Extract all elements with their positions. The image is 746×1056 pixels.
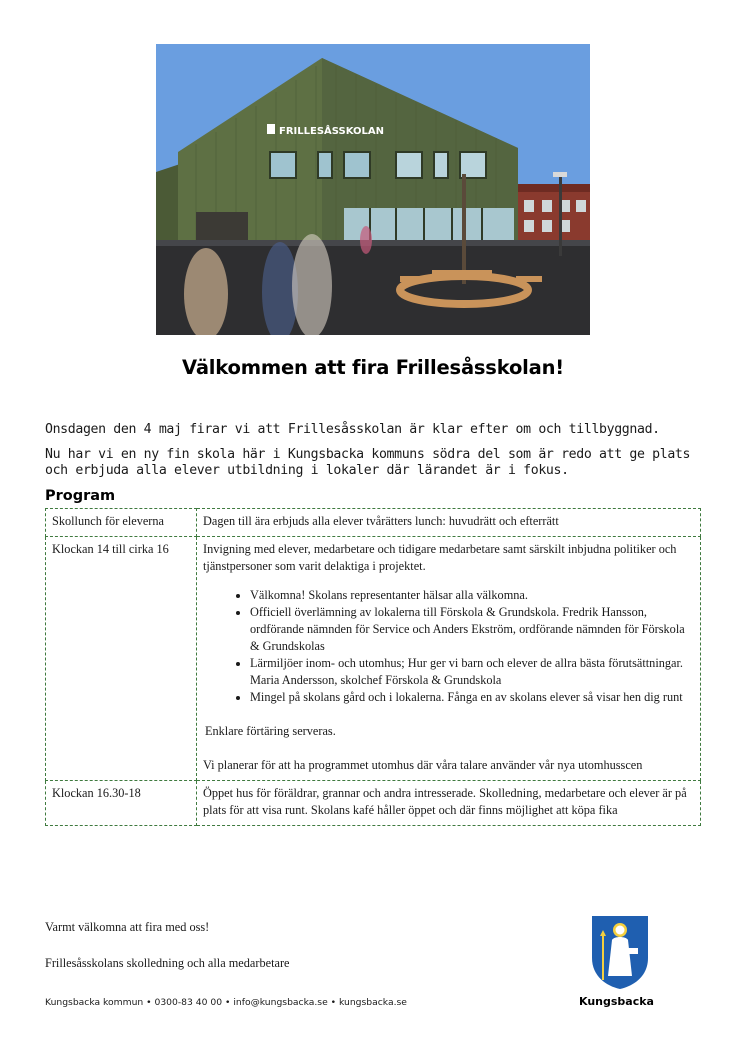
list-item: • Välkomna! Skolans representanter hälsar alla välkomna. xyxy=(250,587,694,604)
table-row xyxy=(46,537,701,781)
closing-welcome: Varmt välkomna att fira med oss! xyxy=(45,920,210,934)
hero-photo xyxy=(156,44,590,335)
program-description-cell xyxy=(197,537,701,781)
refreshments-note: Enklare förtäring serveras. xyxy=(205,724,336,738)
kungsbacka-logo xyxy=(588,914,652,990)
school-building-photo xyxy=(156,44,590,335)
program-description-cell: Dagen till ära erbjuds alla elever tvårätters lunch: huvudrätt och efterrätt xyxy=(197,509,701,537)
footer-contact: Kungsbacka kommun • 0300-83 40 00 • info@kungsbacka.se • kungsbacka.se xyxy=(45,997,407,1008)
table-row xyxy=(46,509,701,537)
closing-signature: Frillesåsskolans skolledning och alla medarbetare xyxy=(45,956,290,970)
program-bullet-list xyxy=(203,587,694,706)
table-row xyxy=(46,781,701,826)
program-heading: Program xyxy=(45,488,116,504)
program-time-cell: Klockan 14 till cirka 16 xyxy=(46,537,197,781)
inauguration-text: Invigning med elever, medarbetare och tidigare medarbetare samt särskilt inbjudna politiker och tjänstpersoner som varit delaktiga i projektet. xyxy=(203,542,677,573)
page-title: Välkommen att fira Frillesåsskolan! xyxy=(182,356,564,379)
list-item: • Officiell överlämning av lokalerna till Förskola & Grundskola. Fredrik Hansson, ordförande nämnden för Service och Anders Ekström, ordförande nämnden för Förskola & Grundskolas xyxy=(250,604,694,655)
program-time-cell: Skollunch för eleverna xyxy=(46,509,197,537)
program-time-cell: Klockan 16.30-18 xyxy=(46,781,197,826)
list-item: • Lärmiljöer inom- och utomhus; Hur ger vi barn och elever de allra bästa förutsättningar. Maria Andersson, skolchef Förskola & Grundskola xyxy=(250,655,694,689)
logo-wordmark: Kungsbacka xyxy=(579,995,654,1008)
list-item: • Mingel på skolans gård och i lokalerna. Fånga en av skolans elever så visar hen dig runt xyxy=(250,689,694,706)
intro-paragraph-date: Onsdagen den 4 maj firar vi att Frillesåsskolan är klar efter om och tillbyggnad. xyxy=(45,422,660,437)
program-table xyxy=(45,508,701,826)
building-sign: FRILLESÅSSKOLAN xyxy=(279,126,385,137)
coat-of-arms-icon xyxy=(588,914,652,990)
outdoor-note: Vi planerar för att ha programmet utomhus där våra talare använder vår nya utomhusscen xyxy=(203,758,643,772)
program-description-cell: Öppet hus för föräldrar, grannar och andra intresserade. Skolledning, medarbetare och elever är på plats för att visa runt. Skolans kafé håller öppet och där finns möjlighet att köpa fika xyxy=(197,781,701,826)
intro-paragraph-school: Nu har vi en ny fin skola här i Kungsbacka kommuns södra del som är redo att ge plats och erbjuda alla elever utbildning i lokaler där lärandet är i fokus. xyxy=(45,447,691,478)
